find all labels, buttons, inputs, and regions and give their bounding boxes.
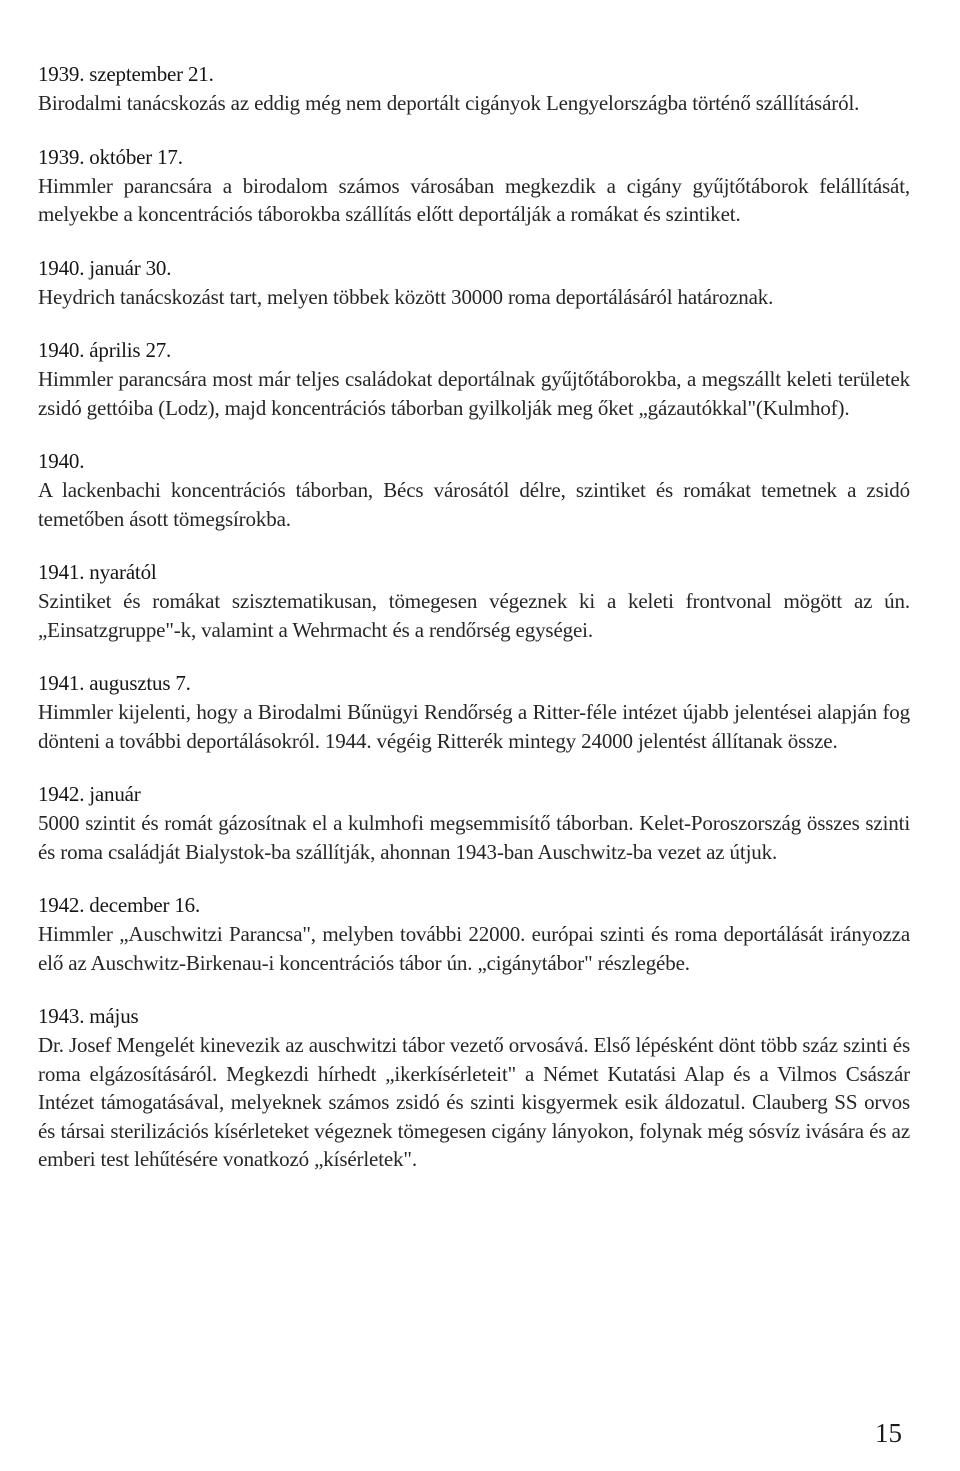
chronology-entry — [38, 669, 910, 755]
entry-date: 1940. április 27. — [38, 338, 172, 362]
chronology-entry — [38, 891, 910, 977]
entry-text: Szintiket és romákat szisztematikusan, tömegesen végeznek ki a keleti frontvonal mögött az ún. „Einsatzgruppe"-k, valamint a Wehrmacht és a rendőrség egységei. — [38, 589, 910, 642]
entry-date: 1941. nyarától — [38, 560, 157, 584]
entry-text: Himmler kijelenti, hogy a Birodalmi Bűnügyi Rendőrség a Ritter-féle intézet újabb jelentései alapján fog dönteni a további deportálásokról. 1944. végéig Ritterék mintegy 24000 jelentést állítanak össze. — [38, 700, 910, 753]
entry-text: Himmler „Auschwitzi Parancsa", melyben további 22000. európai szinti és roma deportálását irányozza elő az Auschwitz-Birkenau-i koncentrációs tábor ún. „cigánytábor" részlegébe. — [38, 922, 910, 975]
entry-text: Himmler parancsára a birodalom számos városában megkezdik a cigány gyűjtőtáborok felállítását, melyekbe a koncentrációs táborokba szállítás előtt deportálják a romákat és szintiket. — [38, 173, 910, 226]
chronology-entry — [38, 254, 910, 312]
entry-date: 1940. — [38, 449, 85, 473]
document-page — [38, 60, 910, 1199]
page-number: 15 — [875, 1418, 902, 1448]
chronology-entry — [38, 447, 910, 533]
chronology-entry — [38, 143, 910, 229]
chronology-entry — [38, 60, 910, 118]
chronology-entry — [38, 558, 910, 644]
entry-date: 1942. december 16. — [38, 893, 201, 917]
chronology-entry — [38, 336, 910, 422]
entry-text: Birodalmi tanácskozás az eddig még nem deportált cigányok Lengyelországba történő szállításáról. — [38, 91, 860, 115]
entry-text: Himmler parancsára most már teljes családokat deportálnak gyűjtőtáborokba, a megszállt keleti területek zsidó gettóiba (Lodz), majd koncentrációs táborban gyilkolják meg őket „gázautókkal"(Kulmhof). — [38, 367, 910, 420]
entry-text: Dr. Josef Mengelét kinevezik az auschwitzi tábor vezető orvosává. Első lépésként dönt több száz szinti és roma elgázosításáról. Megkezdi hírhedt „ikerkísérleteit" a Német Kutatási Alap és a Vilmos Császár Intézet támogatásával, melyeknek számos zsidó és szinti kisgyermek esik áldozatul. Clauberg SS orvos és társai sterilizációs kísérleteket végeznek tömegesen cigány lányokon, folynak még sósvíz ivására és az emberi test lehűtésére vonatkozó „kísérletek". — [38, 1033, 910, 1171]
entry-date: 1942. január — [38, 782, 141, 806]
chronology-entry — [38, 1002, 910, 1174]
entry-date: 1940. január 30. — [38, 255, 172, 280]
entry-text: Heydrich tanácskozást tart, melyen többek között 30000 roma deportálásáról határoznak. — [38, 284, 774, 309]
entry-date: 1941. augusztus 7. — [38, 671, 191, 695]
entry-date: 1943. május — [38, 1004, 139, 1028]
entry-date: 1939. október 17. — [38, 144, 183, 169]
chronology-entry — [38, 780, 910, 866]
entry-text: 5000 szintit és romát gázosítnak el a kulmhofi megsemmisítő táborban. Kelet-Poroszország összes szinti és roma családját Bialystok-ba szállítják, ahonnan 1943-ban Auschwitz-ba vezet az útjuk. — [38, 811, 910, 864]
entry-date: 1939. szeptember 21. — [38, 62, 214, 86]
entry-text: A lackenbachi koncentrációs táborban, Bécs városától délre, szintiket és romákat temetnek a zsidó temetőben ásott tömegsírokba. — [38, 478, 910, 531]
